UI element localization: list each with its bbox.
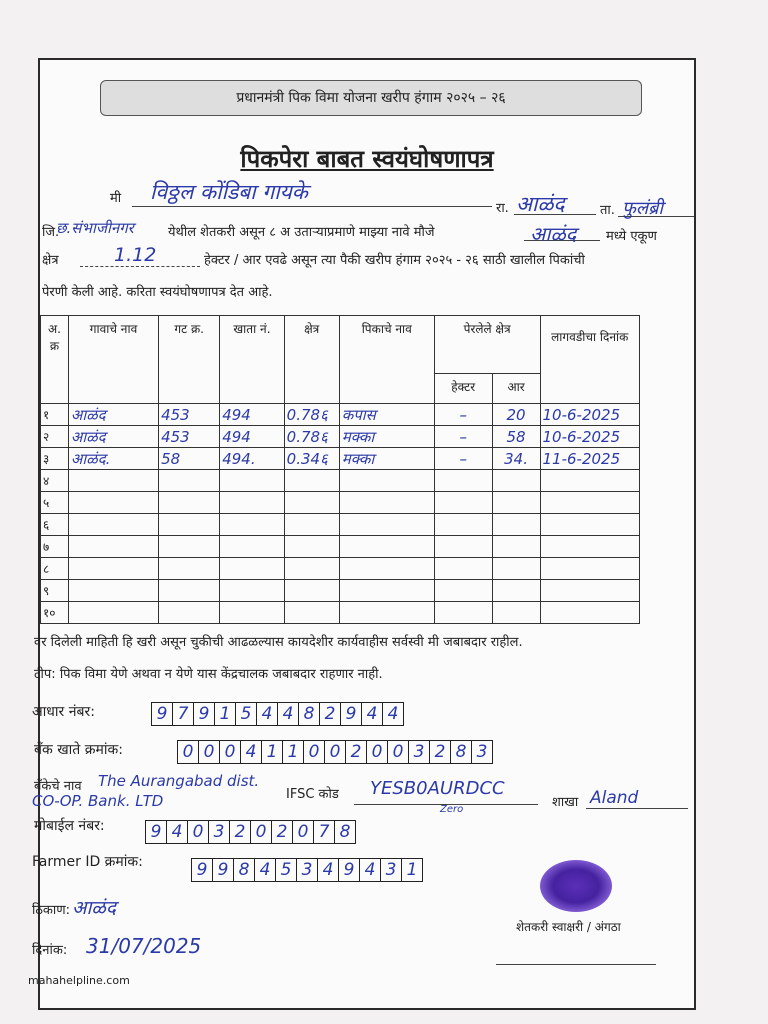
cell-khata — [220, 602, 284, 624]
cell-khata: 494 — [220, 404, 284, 426]
farmer-id-digit: 9 — [338, 858, 360, 882]
table-row — [41, 514, 640, 536]
cell-crop: मक्का — [339, 448, 434, 470]
cell-gat — [159, 602, 220, 624]
cell-are — [492, 536, 540, 558]
account-digit: 0 — [177, 740, 199, 764]
account-digit: 0 — [303, 740, 325, 764]
aadhaar-digit: 2 — [319, 702, 341, 726]
mobile-digit: 9 — [145, 820, 167, 844]
header-gat: गट क्र. — [159, 316, 220, 404]
cell-hectare: – — [434, 404, 492, 426]
mobile-digit: 2 — [229, 820, 251, 844]
cell-are: 58 — [492, 426, 540, 448]
page-title — [40, 142, 694, 175]
bank-name-value-2: CO-OP. Bank. LTD — [32, 792, 164, 810]
farmer-id-boxes — [192, 858, 423, 882]
address-value: आळंद — [72, 897, 116, 919]
cell-sr: ५ — [41, 492, 69, 514]
aadhaar-digit: 5 — [235, 702, 257, 726]
farmer-id-digit: 9 — [191, 858, 213, 882]
cell-village — [68, 514, 158, 536]
aadhaar-boxes — [152, 702, 404, 726]
scheme-banner: प्रधानमंत्री पिक विमा योजना खरीप हंगाम २०२५ – २६ — [100, 80, 642, 116]
cell-village: आळंद. — [68, 448, 158, 470]
mobile-digit: 3 — [208, 820, 230, 844]
farmer-id-digit: 4 — [317, 858, 339, 882]
date-label: दिनांक: — [32, 943, 68, 958]
cell-khata — [220, 514, 284, 536]
ifsc-value: YESB0AURDCC — [370, 778, 505, 799]
signature-line — [496, 964, 656, 965]
farmer-id-digit: 3 — [380, 858, 402, 882]
farmer-id-digit: 4 — [254, 858, 276, 882]
area-line — [80, 266, 200, 267]
district-value: छ.संभाजीनगर — [56, 219, 134, 237]
cell-date — [540, 580, 639, 602]
cell-village — [68, 492, 158, 514]
date-value: 31/07/2025 — [86, 934, 202, 958]
table-row — [41, 448, 640, 470]
account-digit: 2 — [345, 740, 367, 764]
account-digit: 1 — [261, 740, 283, 764]
cell-date — [540, 536, 639, 558]
aadhaar-digit: 7 — [172, 702, 194, 726]
table-row — [41, 426, 640, 448]
cell-are — [492, 514, 540, 536]
footer-site: mahahelpline.com — [28, 974, 130, 987]
branch-label: शाखा — [552, 795, 579, 810]
farmer-id-digit: 5 — [275, 858, 297, 882]
aadhaar-digit: 9 — [151, 702, 173, 726]
cell-area — [284, 580, 339, 602]
bank-account-label: बँक खाते क्रमांक: — [34, 742, 123, 758]
header-sown: पेरलेले क्षेत्र — [434, 316, 540, 374]
bank-name-label: बँकेचे नाव — [34, 779, 82, 794]
cell-area — [284, 602, 339, 624]
header-date — [540, 316, 639, 404]
cell-hectare: – — [434, 448, 492, 470]
cell-village — [68, 536, 158, 558]
cell-hectare: – — [434, 426, 492, 448]
address-label: ठिकाण: — [32, 903, 71, 918]
bank-name-value-1: The Aurangabad dist. — [98, 772, 260, 790]
cell-are — [492, 492, 540, 514]
cell-crop — [339, 602, 434, 624]
account-digit: 8 — [450, 740, 472, 764]
aadhaar-digit: 1 — [214, 702, 236, 726]
area-value: 1.12 — [114, 244, 157, 266]
aadhaar-digit: 8 — [298, 702, 320, 726]
header-sr: अ. क्र — [41, 316, 69, 404]
cell-khata: 494. — [220, 448, 284, 470]
cell-are — [492, 470, 540, 492]
cell-are: 20 — [492, 404, 540, 426]
cell-hectare — [434, 580, 492, 602]
cell-hectare — [434, 536, 492, 558]
farmer-id-digit: 4 — [359, 858, 381, 882]
aadhaar-label: आधार नंबर: — [32, 704, 95, 720]
note-text: टीप: पिक विमा येणे अथवा न येणे यास केंद्रचालक जबाबदार राहणार नाही. — [34, 667, 383, 682]
mobile-digit: 0 — [187, 820, 209, 844]
cell-gat — [159, 580, 220, 602]
account-digit: 0 — [219, 740, 241, 764]
mobile-digit: 0 — [250, 820, 272, 844]
thumb-impression — [540, 860, 612, 912]
ji-label: जि. — [42, 225, 60, 240]
cell-village — [68, 558, 158, 580]
cell-gat — [159, 492, 220, 514]
cell-hectare — [434, 470, 492, 492]
cell-village: आळंद — [68, 426, 158, 448]
cell-crop — [339, 536, 434, 558]
cell-crop — [339, 558, 434, 580]
aadhaar-digit: 4 — [277, 702, 299, 726]
farmer-id-digit: 8 — [233, 858, 255, 882]
mobile-label: मोबाईल नंबर: — [34, 818, 105, 834]
farmer-id-label: Farmer ID क्रमांक: — [32, 854, 143, 870]
cell-date — [540, 558, 639, 580]
table-row — [41, 580, 640, 602]
cell-area — [284, 558, 339, 580]
branch-value: Aland — [590, 788, 639, 808]
account-digit: 0 — [366, 740, 388, 764]
cell-crop: कपास — [339, 404, 434, 426]
cell-khata — [220, 492, 284, 514]
cell-sr: ८ — [41, 558, 69, 580]
cell-crop — [339, 580, 434, 602]
aadhaar-digit: 4 — [256, 702, 278, 726]
cell-area: 0.34६ — [284, 448, 339, 470]
table-row — [41, 470, 640, 492]
ifsc-note: Zero — [440, 804, 464, 815]
title-text: पिकपेरा बाबत स्वयंघोषणापत्र — [240, 145, 494, 173]
account-digit: 3 — [408, 740, 430, 764]
mauje-value: आळंद — [530, 222, 577, 246]
cell-area — [284, 514, 339, 536]
table-row — [41, 536, 640, 558]
cell-gat — [159, 536, 220, 558]
taluka-value: फुलंब्री — [622, 198, 664, 219]
table-row — [41, 602, 640, 624]
farmer-id-digit: 9 — [212, 858, 234, 882]
cell-are — [492, 558, 540, 580]
ifsc-label: IFSC कोड — [286, 787, 339, 802]
account-digit: 1 — [282, 740, 304, 764]
village-value: आळंद — [516, 192, 565, 216]
mobile-boxes — [146, 820, 356, 844]
cell-area: 0.78६ — [284, 404, 339, 426]
cell-crop — [339, 514, 434, 536]
cell-area — [284, 470, 339, 492]
aadhaar-digit: 9 — [340, 702, 362, 726]
name-line — [132, 206, 492, 207]
header-village: गावाचे नाव — [68, 316, 158, 404]
mobile-digit: 7 — [313, 820, 335, 844]
header-date-text: लागवडीचा दिनांक — [551, 330, 629, 344]
cell-sr: ९ — [41, 580, 69, 602]
cell-khata — [220, 558, 284, 580]
mobile-digit: 2 — [271, 820, 293, 844]
cell-khata — [220, 580, 284, 602]
account-digit: 4 — [240, 740, 262, 764]
aadhaar-digit: 9 — [193, 702, 215, 726]
account-digit: 0 — [387, 740, 409, 764]
cell-hectare — [434, 514, 492, 536]
cell-crop: मक्का — [339, 426, 434, 448]
ta-label: ता. — [600, 203, 615, 218]
crop-table — [40, 315, 640, 624]
cell-date — [540, 492, 639, 514]
cell-sr: ७ — [41, 536, 69, 558]
cell-date: 11-6-2025 — [540, 448, 639, 470]
cell-gat — [159, 558, 220, 580]
cell-date: 10-6-2025 — [540, 426, 639, 448]
cell-date — [540, 470, 639, 492]
cell-are: 34. — [492, 448, 540, 470]
cell-gat — [159, 514, 220, 536]
cell-sr: ३ — [41, 448, 69, 470]
account-digit: 0 — [324, 740, 346, 764]
header-crop: पिकाचे नाव — [339, 316, 434, 404]
form-page — [28, 58, 696, 1010]
cell-hectare — [434, 492, 492, 514]
cell-village: आळंद — [68, 404, 158, 426]
mobile-digit: 4 — [166, 820, 188, 844]
cell-crop — [339, 492, 434, 514]
cell-sr: २ — [41, 426, 69, 448]
signature-label: शेतकरी स्वाक्षरी / अंगठा — [516, 920, 621, 934]
account-digit: 0 — [198, 740, 220, 764]
aadhaar-digit: 4 — [382, 702, 404, 726]
aadhaar-digit: 4 — [361, 702, 383, 726]
cell-village — [68, 580, 158, 602]
cell-date — [540, 514, 639, 536]
cell-gat — [159, 470, 220, 492]
cell-area: 0.78६ — [284, 426, 339, 448]
table-row — [41, 404, 640, 426]
madhye-text: मध्ये एकूण — [606, 229, 657, 244]
header-are: आर — [492, 374, 540, 404]
cell-date — [540, 602, 639, 624]
branch-line — [586, 808, 688, 809]
cell-gat: 453 — [159, 426, 220, 448]
cell-khata: 494 — [220, 426, 284, 448]
name-value: विठ्ठल कोंडिबा गायके — [150, 180, 308, 204]
cell-are — [492, 602, 540, 624]
mobile-digit: 8 — [334, 820, 356, 844]
account-digit: 3 — [471, 740, 493, 764]
mobile-digit: 0 — [292, 820, 314, 844]
cell-sr: ४ — [41, 470, 69, 492]
bank-account-boxes — [178, 740, 493, 764]
header-area: क्षेत्र — [284, 316, 339, 404]
cell-khata — [220, 536, 284, 558]
cell-are — [492, 580, 540, 602]
cell-sr: १० — [41, 602, 69, 624]
cell-hectare — [434, 558, 492, 580]
cell-village — [68, 470, 158, 492]
cell-sr: १ — [41, 404, 69, 426]
mi-label: मी — [110, 191, 122, 206]
line3-text: हेक्टर / आर एवढे असून त्या पैकी खरीप हंगाम २०२५ - २६ साठी खालील पिकांची — [204, 253, 585, 268]
cell-gat: 453 — [159, 404, 220, 426]
cell-village — [68, 602, 158, 624]
declaration-text: वर दिलेली माहिती हि खरी असून चुकीची आढळल्यास कायदेशीर कार्यवाहीस सर्वस्वी मी जबाबदार राहील. — [34, 635, 523, 650]
table-row — [41, 558, 640, 580]
cell-area — [284, 536, 339, 558]
table-row — [41, 492, 640, 514]
header-hectare: हेक्टर — [434, 374, 492, 404]
cell-sr: ६ — [41, 514, 69, 536]
cell-gat: 58 — [159, 448, 220, 470]
kshetra-label: क्षेत्र — [42, 253, 59, 268]
cell-hectare — [434, 602, 492, 624]
ra-label: रा. — [496, 201, 509, 216]
cell-area — [284, 492, 339, 514]
cell-date: 10-6-2025 — [540, 404, 639, 426]
crop-table-body — [41, 404, 640, 624]
cell-khata — [220, 470, 284, 492]
cell-crop — [339, 470, 434, 492]
header-khata: खाता नं. — [220, 316, 284, 404]
line2-text: येथील शेतकरी असून ८ अ उताऱ्याप्रमाणे माझ्या नावे मौजे — [168, 225, 435, 240]
farmer-id-digit: 1 — [401, 858, 423, 882]
account-digit: 2 — [429, 740, 451, 764]
farmer-id-digit: 3 — [296, 858, 318, 882]
line4-text: पेरणी केली आहे. करिता स्वयंघोषणापत्र देत आहे. — [42, 285, 273, 300]
